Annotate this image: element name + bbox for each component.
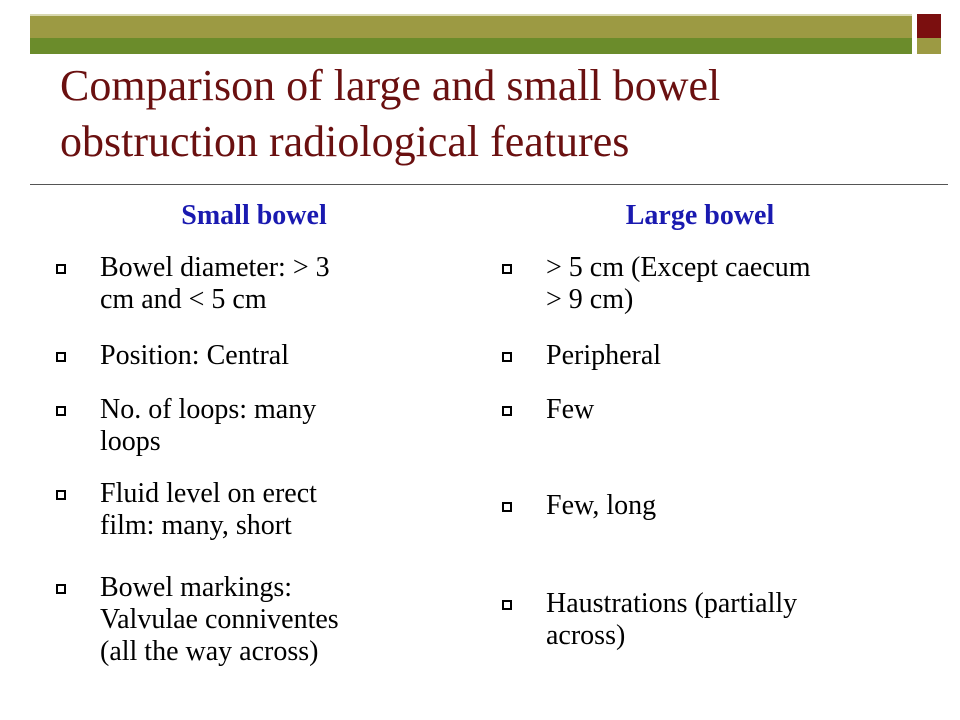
small-bowel-column (44, 196, 474, 236)
small-bowel-item-fluid-level-line1: Fluid level on erect (100, 478, 317, 509)
square-bullet-icon (502, 352, 512, 362)
small-bowel-item-loops (100, 394, 460, 458)
large-bowel-item-markings-line2: across) (546, 620, 626, 651)
slide-title-line2: obstruction radiological features (60, 117, 630, 166)
small-bowel-item-markings-line2: Valvulae conniventes (100, 604, 339, 635)
slide-title (60, 58, 940, 170)
large-bowel-item-diameter-line2: > 9 cm) (546, 284, 634, 315)
square-bullet-icon (56, 406, 66, 416)
square-bullet-icon (502, 406, 512, 416)
small-bowel-heading: Small bowel (181, 200, 327, 231)
header-bar-olive-lower (30, 38, 912, 54)
small-bowel-item-markings (100, 572, 460, 668)
large-bowel-item-position (546, 340, 936, 372)
small-bowel-item-diameter-line2: cm and < 5 cm (100, 284, 267, 315)
small-bowel-item-loops-line2: loops (100, 426, 161, 457)
large-bowel-item-fluid-level (546, 490, 936, 522)
large-bowel-column (490, 196, 930, 236)
small-bowel-item-position-line1: Position: Central (100, 340, 289, 371)
header-square-red (917, 14, 941, 38)
large-bowel-item-loops-line1: Few (546, 394, 595, 425)
square-bullet-icon (56, 352, 66, 362)
small-bowel-item-fluid-level-line2: film: many, short (100, 510, 292, 541)
large-bowel-item-position-line1: Peripheral (546, 340, 662, 371)
square-bullet-icon (502, 600, 512, 610)
square-bullet-icon (502, 502, 512, 512)
small-bowel-item-loops-line1: No. of loops: many (100, 394, 317, 425)
square-bullet-icon (502, 264, 512, 274)
large-bowel-item-fluid-level-line1: Few, long (546, 490, 657, 521)
large-bowel-heading: Large bowel (625, 200, 775, 231)
square-bullet-icon (56, 584, 66, 594)
square-bullet-icon (56, 490, 66, 500)
large-bowel-item-markings (546, 588, 936, 652)
small-bowel-item-diameter-line1: Bowel diameter: > 3 (100, 252, 330, 283)
small-bowel-item-markings-line3: (all the way across) (100, 636, 319, 667)
small-bowel-item-position (100, 340, 460, 372)
large-bowel-item-loops (546, 394, 936, 426)
header-bar-highlight (30, 14, 912, 16)
small-bowel-item-diameter (100, 252, 460, 316)
small-bowel-item-markings-line1: Bowel markings: (100, 572, 293, 603)
large-bowel-item-markings-line1: Haustrations (partially (546, 588, 798, 619)
large-bowel-item-diameter (546, 252, 936, 316)
small-bowel-item-fluid-level (100, 478, 460, 542)
header-square-olive (917, 38, 941, 54)
title-divider (30, 184, 948, 185)
square-bullet-icon (56, 264, 66, 274)
large-bowel-item-diameter-line1: > 5 cm (Except caecum (546, 252, 811, 283)
slide-title-line1: Comparison of large and small bowel (60, 61, 721, 110)
header-bar-olive (30, 14, 912, 38)
